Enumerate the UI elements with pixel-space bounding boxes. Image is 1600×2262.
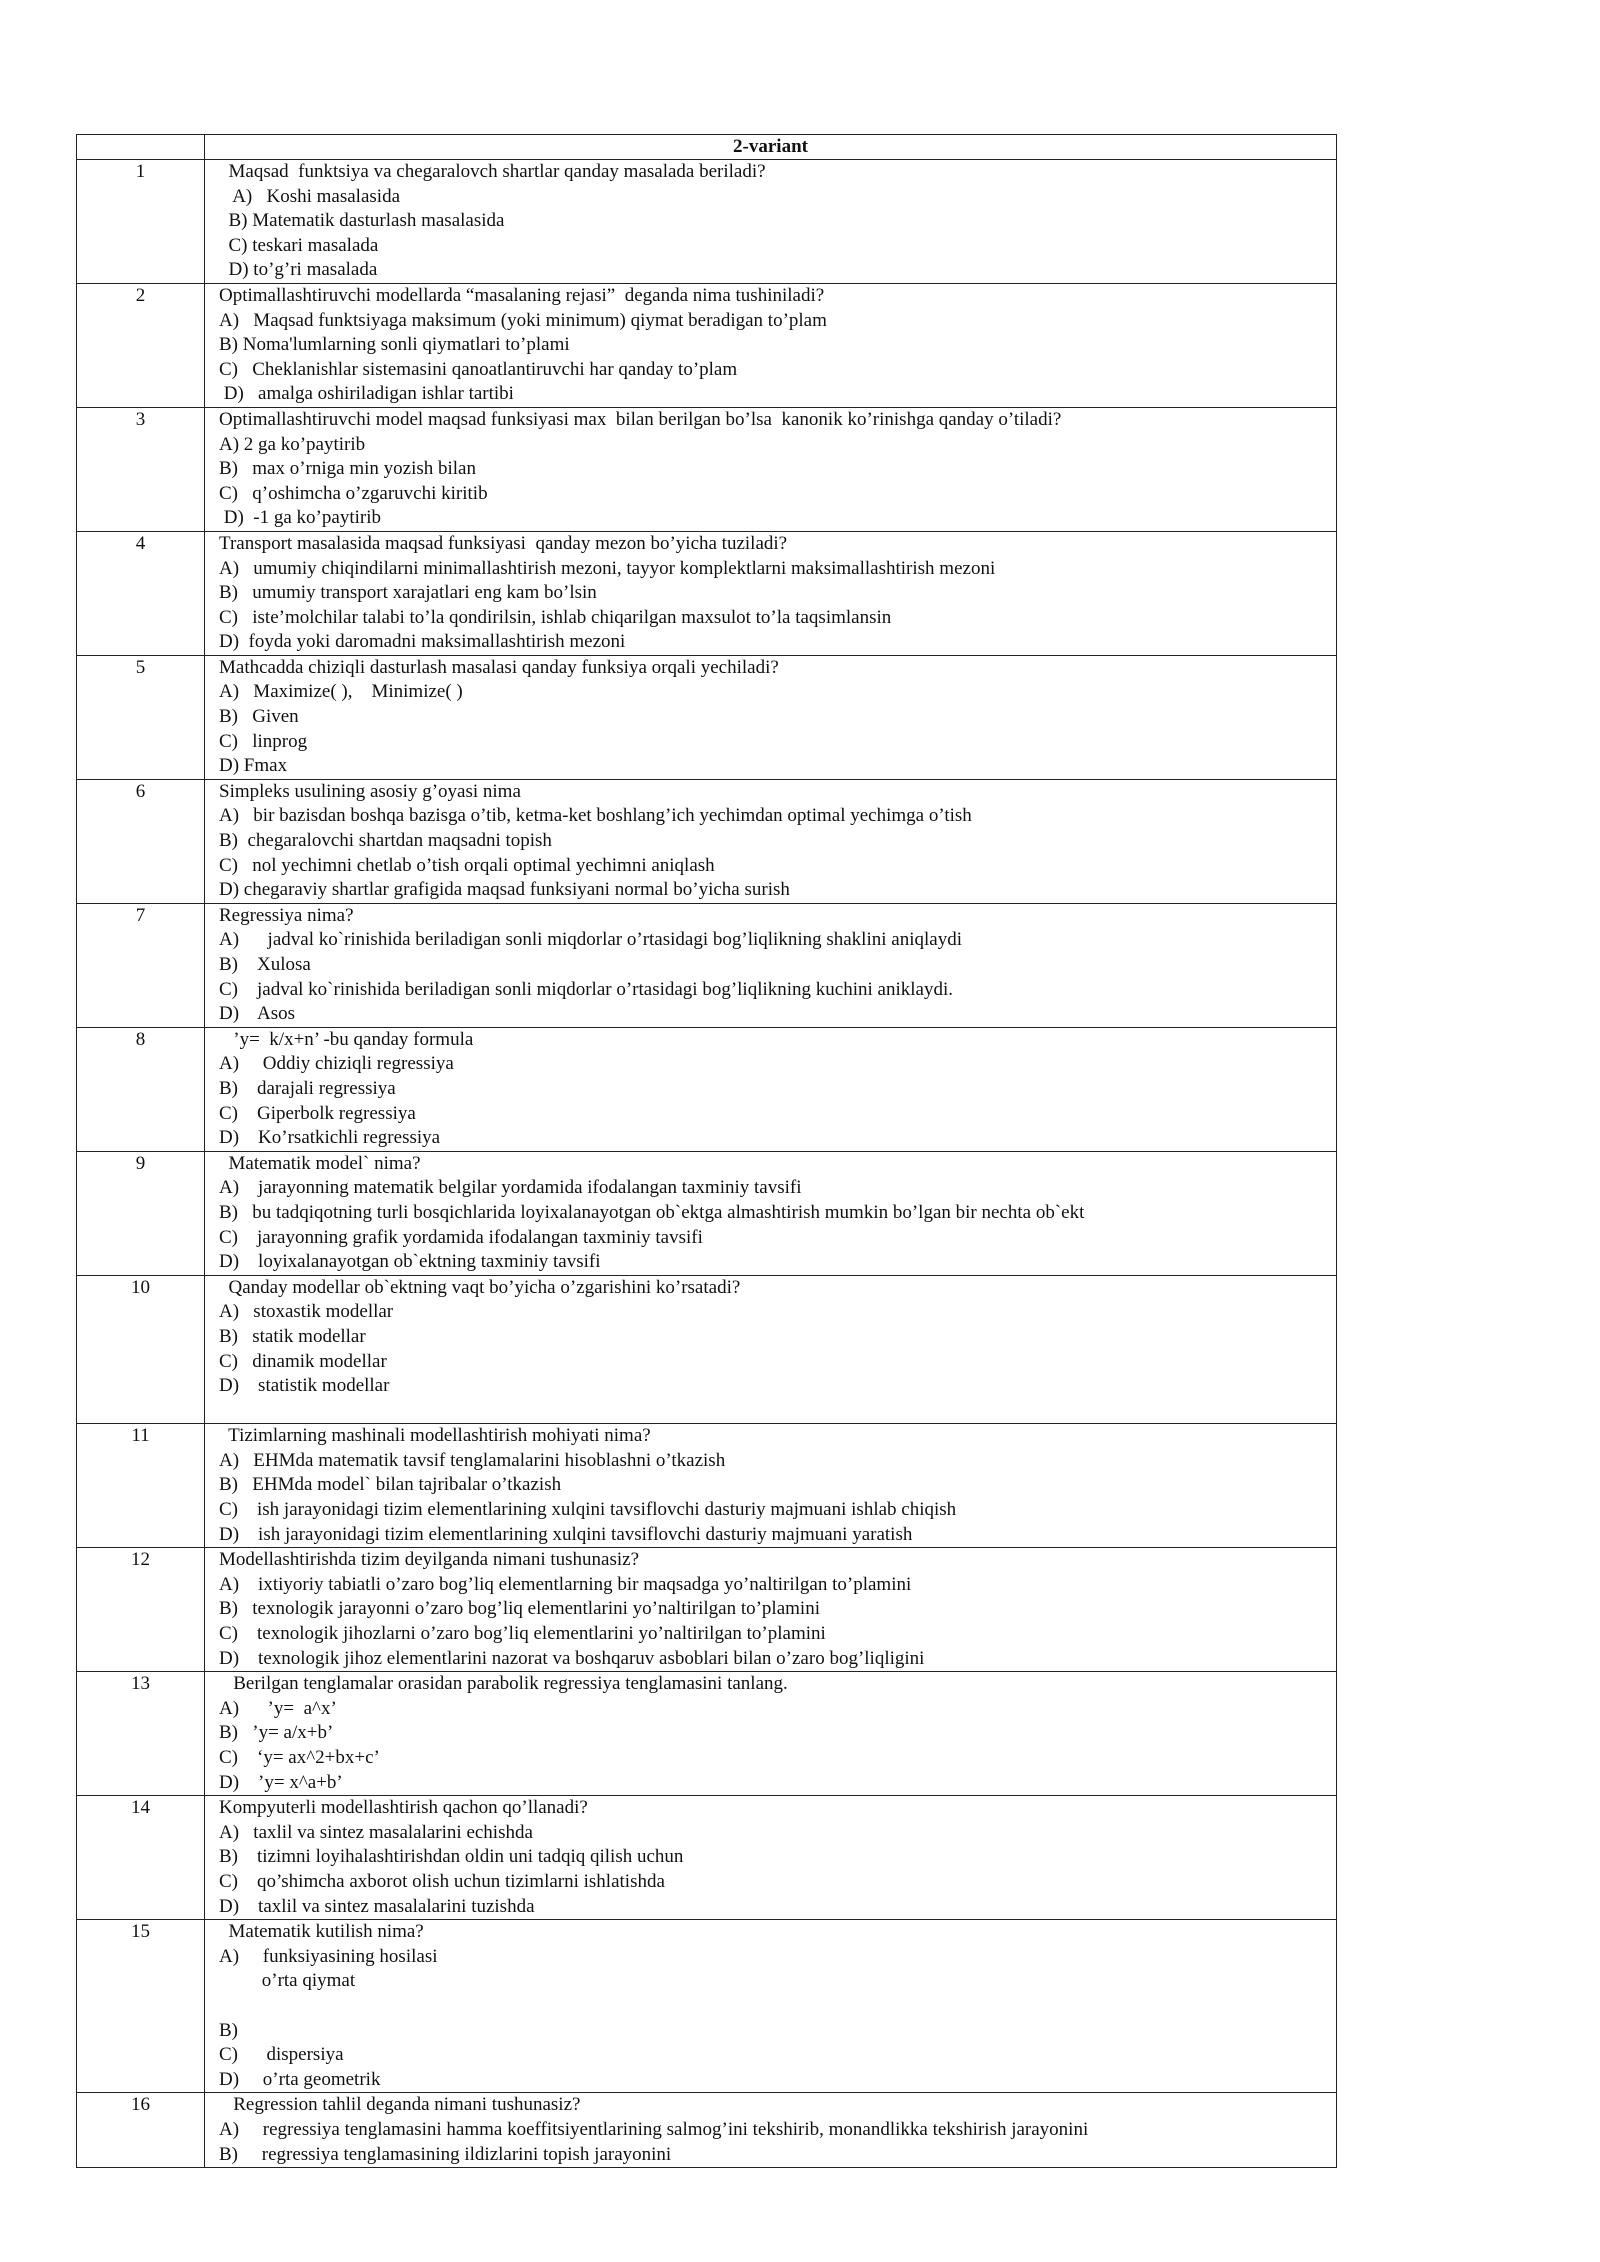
- question-number: 10: [77, 1275, 205, 1424]
- question-number: 15: [77, 1920, 205, 2093]
- answer-option: A) regressiya tenglamasini hamma koeffitsiyentlarining salmog’ini tekshirib, monandlikka tekshirish jarayonini: [219, 2118, 1089, 2140]
- answer-option: D) chegaraviy shartlar grafigida maqsad funksiyani normal bo’yicha surish: [219, 879, 790, 901]
- question-number: 11: [77, 1424, 205, 1548]
- question-content: [205, 1027, 1337, 1151]
- answer-option: C) nol yechimni chetlab o’tish orqali optimal yechimni aniqlash: [219, 854, 715, 876]
- answer-option: A) Maximize( ), Minimize( ): [219, 681, 463, 703]
- question-text: Transport masalasida maqsad funksiyasi qanday mezon bo’yicha tuziladi?: [219, 532, 788, 554]
- question-text: Regression tahlil deganda nimani tushunasiz?: [219, 2094, 581, 2116]
- answer-option: A) Oddiy chiziqli regressiya: [219, 1053, 454, 1075]
- answer-option: C) qo’shimcha axborot olish uchun tizimlarni ishlatishda: [219, 1870, 665, 1892]
- answer-option: A) funksiyasining hosilasi: [219, 1945, 438, 1967]
- answer-option: A) jadval ko`rinishida beriladigan sonli miqdorlar o’rtasidagi bog’liqlikning shaklini aniqlaydi: [219, 929, 962, 951]
- question-row: [77, 1672, 1337, 1796]
- answer-option: D) texnologik jihoz elementlarini nazorat va boshqaruv asboblari bilan o’zaro bog’liqligini: [219, 1647, 925, 1669]
- question-number: 13: [77, 1672, 205, 1796]
- answer-option: B): [219, 2019, 238, 2041]
- answer-option: B) regressiya tenglamasining ildizlarini topish jarayonini: [219, 2143, 672, 2165]
- answer-option: B) tizimni loyihalashtirishdan oldin uni tadqiq qilish uchun: [219, 1846, 684, 1868]
- question-content: [205, 1151, 1337, 1275]
- question-row: [77, 1920, 1337, 2093]
- question-number: 16: [77, 2093, 205, 2168]
- question-text: Kompyuterli modellashtirish qachon qo’llanadi?: [219, 1797, 588, 1819]
- question-text: ’y= k/x+n’ -bu qanday formula: [219, 1028, 474, 1050]
- answer-option: B) Matematik dasturlash masalasida: [219, 210, 505, 232]
- question-number: 14: [77, 1796, 205, 1920]
- answer-option: A) stoxastik modellar: [219, 1301, 394, 1323]
- question-text: Modellashtirishda tizim deyilganda nimani tushunasiz?: [219, 1549, 640, 1571]
- question-content: [205, 1548, 1337, 1672]
- question-row: [77, 655, 1337, 779]
- question-number: 6: [77, 779, 205, 903]
- question-text: Berilgan tenglamalar orasidan parabolik regressiya tenglamasini tanlang.: [219, 1673, 788, 1695]
- question-row: [77, 531, 1337, 655]
- answer-option: C) ish jarayonidagi tizim elementlarining xulqini tavsiflovchi dasturiy majmuani ishlab chiqish: [219, 1499, 957, 1521]
- variant-title: 2-variant: [205, 135, 1337, 160]
- answer-option: D) loyixalanayotgan ob`ektning taxminiy tavsifi: [219, 1251, 601, 1273]
- question-content: [205, 903, 1337, 1027]
- question-content: [205, 1275, 1337, 1424]
- answer-option: B) bu tadqiqotning turli bosqichlarida loyixalanayotgan ob`ektga almashtirish mumkin bo’lgan bir nechta ob`ekt: [219, 1201, 1085, 1223]
- answer-option: B) EHMda model` bilan tajribalar o’tkazish: [219, 1474, 562, 1496]
- answer-option: C) texnologik jihozlarni o’zaro bog’liq elementlarini yo’naltirilgan to’plamini: [219, 1623, 826, 1645]
- answer-option: A) taxlil va sintez masalalarini echishda: [219, 1821, 533, 1843]
- answer-option: D) ’y= x^a+b’: [219, 1771, 343, 1793]
- question-row: [77, 903, 1337, 1027]
- question-text: Simpleks usulining asosiy g’oyasi nima: [219, 780, 521, 802]
- answer-option: B) chegaralovchi shartdan maqsadni topish: [219, 830, 552, 852]
- answer-option: D) Ko’rsatkichli regressiya: [219, 1127, 441, 1149]
- answer-option: D) foyda yoki daromadni maksimallashtirish mezoni: [219, 631, 626, 653]
- answer-option: D) o’rta geometrik: [219, 2068, 381, 2090]
- question-number: 1: [77, 160, 205, 284]
- answer-option: C) Cheklanishlar sistemasini qanoatlantiruvchi har qanday to’plam: [219, 358, 738, 380]
- question-content: [205, 531, 1337, 655]
- question-text: Mathcadda chiziqli dasturlash masalasi qanday funksiya orqali yechiladi?: [219, 656, 779, 678]
- question-content: [205, 1920, 1337, 2093]
- answer-option: C) linprog: [219, 730, 308, 752]
- question-text: Regressiya nima?: [219, 904, 354, 926]
- answer-option: B) darajali regressiya: [219, 1077, 396, 1099]
- answer-option: B) Xulosa: [219, 954, 311, 975]
- answer-option: A) EHMda matematik tavsif tenglamalarini hisoblashni o’tkazish: [219, 1449, 726, 1471]
- question-row: [77, 1548, 1337, 1672]
- question-row: [77, 160, 1337, 284]
- answer-option: D) Asos: [219, 1003, 296, 1025]
- question-text: Maqsad funktsiya va chegaralovch shartlar qanday masalada beriladi?: [219, 161, 766, 182]
- answer-option: B) texnologik jarayonni o’zaro bog’liq elementlarini yo’naltirilgan to’plamini: [219, 1598, 820, 1620]
- question-row: [77, 1275, 1337, 1424]
- question-text: Matematik kutilish nima?: [219, 1921, 424, 1943]
- answer-option: A) bir bazisdan boshqa bazisga o’tib, ketma-ket boshlang’ich yechimdan optimal yechimga o’tish: [219, 805, 972, 827]
- answer-option: D) statistik modellar: [219, 1375, 390, 1397]
- question-content: [205, 407, 1337, 531]
- question-number: 7: [77, 903, 205, 1027]
- answer-option: A) umumiy chiqindilarni minimallashtirish mezoni, tayyor komplektlarni maksimallashtirish mezoni: [219, 557, 996, 579]
- question-content: [205, 779, 1337, 903]
- answer-option: [219, 1994, 1336, 2019]
- answer-option: C) jarayonning grafik yordamida ifodalangan taxminiy tavsifi: [219, 1226, 703, 1248]
- question-number: 4: [77, 531, 205, 655]
- question-row: [77, 1796, 1337, 1920]
- answer-option: B) Noma'lumlarning sonli qiymatlari to’plami: [219, 334, 570, 356]
- answer-option: A) Maqsad funktsiyaga maksimum (yoki minimum) qiymat beradigan to’plam: [219, 309, 827, 331]
- answer-option: D) -1 ga ko’paytirib: [219, 507, 381, 529]
- question-text: Optimallashtiruvchi modellarda “masalaning rejasi” deganda nima tushiniladi?: [219, 284, 825, 306]
- header-number-cell: [77, 135, 205, 160]
- question-number: 3: [77, 407, 205, 531]
- answer-option: B) Given: [219, 706, 299, 728]
- answer-option: C) iste’molchilar talabi to’la qondirilsin, ishlab chiqarilgan maxsulot to’la taqsimlansin: [219, 606, 892, 628]
- question-number: 2: [77, 283, 205, 407]
- answer-option: A) ixtiyoriy tabiatli o’zaro bog’liq elementlarning bir maqsadga yo’naltirilgan to’plamini: [219, 1573, 912, 1595]
- answer-option: C) dinamik modellar: [219, 1350, 387, 1372]
- question-row: [77, 1027, 1337, 1151]
- question-text: Matematik model` nima?: [219, 1152, 421, 1174]
- header-row: [77, 135, 1337, 160]
- question-content: [205, 283, 1337, 407]
- question-number: 9: [77, 1151, 205, 1275]
- answer-option: C) jadval ko`rinishida beriladigan sonli miqdorlar o’rtasidagi bog’liqlikning kuchini aniklaydi.: [219, 978, 953, 1000]
- answer-option: C) ‘y= ax^2+bx+c’: [219, 1747, 380, 1768]
- answer-option: o’rta qiymat: [219, 1970, 356, 1992]
- answer-option: A) ’y= a^x’: [219, 1697, 337, 1719]
- question-number: 5: [77, 655, 205, 779]
- answer-option: C) dispersiya: [219, 2044, 344, 2066]
- answer-option: D) amalga oshiriladigan ishlar tartibi: [219, 383, 514, 405]
- question-row: [77, 2093, 1337, 2168]
- question-row: [77, 1151, 1337, 1275]
- answer-option: B) max o’rniga min yozish bilan: [219, 458, 476, 480]
- question-content: [205, 160, 1337, 284]
- answer-option: C) Giperbolk regressiya: [219, 1102, 416, 1124]
- question-content: [205, 1672, 1337, 1796]
- answer-option: B) ’y= a/x+b’: [219, 1722, 334, 1744]
- question-text: Optimallashtiruvchi model maqsad funksiyasi max bilan berilgan bo’lsa kanonik ko’rinishga qanday o’tiladi?: [219, 408, 1062, 430]
- question-row: [77, 1424, 1337, 1548]
- answer-option: C) q’oshimcha o’zgaruvchi kiritib: [219, 482, 488, 504]
- answer-option: D) Fmax: [219, 755, 288, 777]
- quiz-body: [77, 135, 1337, 2168]
- answer-option: A) Koshi masalasida: [219, 185, 401, 207]
- question-number: 8: [77, 1027, 205, 1151]
- answer-option: D) to’g’ri masalada: [219, 259, 378, 281]
- question-text: Qanday modellar ob`ektning vaqt bo’yicha o’zgarishini ko’rsatadi?: [219, 1276, 741, 1298]
- answer-option: C) teskari masalada: [219, 234, 379, 256]
- question-row: [77, 779, 1337, 903]
- answer-option: D) taxlil va sintez masalalarini tuzishda: [219, 1895, 535, 1917]
- question-row: [77, 283, 1337, 407]
- quiz-table: [76, 134, 1337, 2168]
- answer-option: B) umumiy transport xarajatlari eng kam bo’lsin: [219, 582, 597, 604]
- question-text: Tizimlarning mashinali modellashtirish mohiyati nima?: [219, 1425, 651, 1447]
- answer-option: A) 2 ga ko’paytirib: [219, 433, 366, 455]
- question-content: [205, 2093, 1337, 2168]
- question-content: [205, 655, 1337, 779]
- question-row: [77, 407, 1337, 531]
- question-number: 12: [77, 1548, 205, 1672]
- answer-option: B) statik modellar: [219, 1325, 366, 1347]
- answer-option: A) jarayonning matematik belgilar yordamida ifodalangan taxminiy tavsifi: [219, 1177, 802, 1199]
- answer-option: D) ish jarayonidagi tizim elementlarining xulqini tavsiflovchi dasturiy majmuani yaratish: [219, 1523, 913, 1545]
- question-content: [205, 1796, 1337, 1920]
- answer-option: [219, 1399, 1336, 1424]
- question-content: [205, 1424, 1337, 1548]
